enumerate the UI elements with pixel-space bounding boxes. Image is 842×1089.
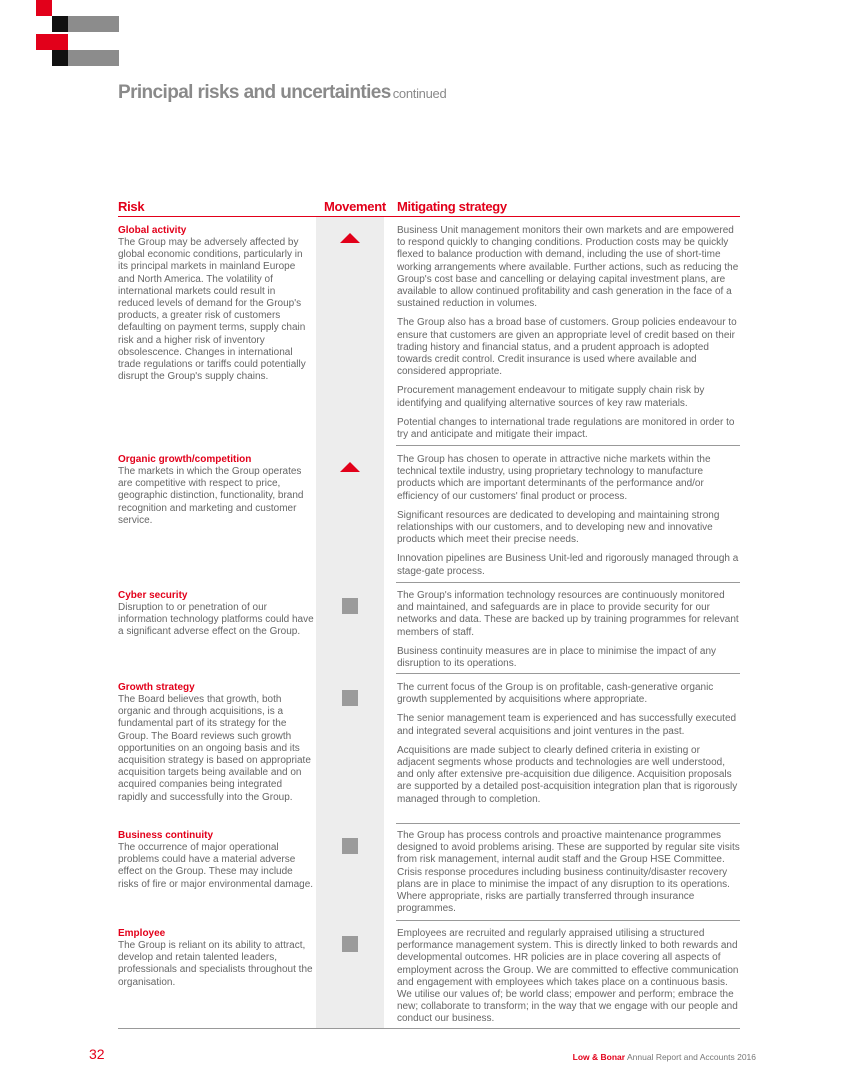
risk-description: The Group may be adversely affected by global economic conditions, particularly in its principal markets in mainland Europe and North America. The volatility of international markets could result in reduced levels of demand for the Group's products, a greater risk of customers defaulting on payment terms, supply chain risk and a higher risk of inventory obsolescence. Changes in international trade regulations or tariffs could potentially disrupt the Group's supply chains.	[118, 237, 306, 383]
risk-cell	[118, 830, 314, 891]
row-divider	[396, 673, 740, 674]
risk-description: The Board believes that growth, both organic and through acquisitions, is a fundamental part of its strategy for the Group. The Board reviews such growth opportunities on an ongoing basis and its acquisition strategy is based on appropriate acquisition targets being available and on acquired companies being integrated rapidly and successfully into the Group.	[118, 694, 311, 803]
mitigation-paragraph: Employees are recruited and regularly appraised utilising a structured performance management system. This is directly linked to both rewards and developmental outcomes. HR policies are in place covering all aspects of employment across the Group. We are committed to effective communication and engagement with employees which takes place on a continuous basis. We utilise our values of; be world class; empower and perform; embrace the new; collaborate to transform; in the way that we engage with our people and conduct our business.	[397, 928, 739, 1025]
risk-name: Growth strategy	[118, 682, 195, 693]
column-header-mitigating-strategy: Mitigating strategy	[397, 199, 507, 214]
movement-unchanged-icon	[342, 838, 358, 854]
risk-cell	[118, 928, 314, 989]
mitigation-cell	[397, 590, 740, 677]
movement-cell	[316, 590, 384, 620]
mitigation-cell	[397, 454, 740, 585]
risk-cell	[118, 225, 314, 383]
movement-cell	[316, 454, 384, 484]
mitigation-cell	[397, 682, 740, 813]
mitigation-paragraph: The senior management team is experienced and has successfully executed and integrated several acquisitions and joint ventures in the past.	[397, 713, 737, 737]
page-title	[118, 82, 446, 104]
page-title-text: Principal risks and uncertainties	[118, 82, 391, 103]
movement-cell	[316, 682, 384, 712]
risk-name: Employee	[118, 928, 166, 939]
row-divider	[396, 445, 740, 446]
mitigation-paragraph: Procurement management endeavour to mitigate supply chain risk by identifying and qualifying alternative sources of key raw materials.	[397, 385, 705, 409]
mitigation-paragraph: The Group has process controls and proactive maintenance programmes designed to avoid problems arising. These are supported by regular site visits from risk management, internal audit staff and the Group HSE Committee. Crisis response procedures including business continuity/disaster recovery plans are in place to minimise the impact of any disruption to its operations. Where appropriate, risks are partially transferred through insurance programmes.	[397, 830, 740, 915]
footer-report-title	[573, 1052, 756, 1062]
header-rule	[118, 216, 740, 217]
table-bottom-rule	[118, 1028, 740, 1029]
mitigation-paragraph: Potential changes to international trade regulations are monitored in order to try and anticipate and mitigate their impact.	[397, 416, 735, 441]
risk-name: Organic growth/competition	[118, 454, 252, 465]
mitigation-paragraph: The Group's information technology resources are continuously monitored and maintained, and safeguards are in place to provide security for our networks and data. These are backed up by training programmes for relevant members of staff.	[397, 590, 739, 638]
footer-report-name: Annual Report and Accounts 2016	[626, 1052, 756, 1062]
footer-brand: Low & Bonar	[572, 1052, 626, 1062]
mitigation-paragraph: Acquisitions are made subject to clearly defined criteria in existing or adjacent segments whose products and technologies are well understood, and only after extensive pre-acquisition due diligence. Acquisition proposals are supported by a detailed post-acquisition integration plan that is rigorously managed through to completion.	[397, 744, 738, 805]
movement-unchanged-icon	[342, 690, 358, 706]
mitigation-cell	[397, 225, 740, 448]
risk-name: Business continuity	[118, 830, 214, 841]
risk-description: The markets in which the Group operates are competitive with respect to price, geographic distinction, functionality, brand recognition and marketing and customer service.	[118, 466, 304, 526]
row-divider	[396, 582, 740, 583]
risk-description: The Group is reliant on its ability to attract, develop and retain talented leaders, professionals and specialists throughout the organisation.	[118, 940, 313, 988]
risk-cell	[118, 454, 314, 527]
risk-description: The occurrence of major operational problems could have a material adverse effect on the Group. These may include risks of fire or major environmental damage.	[118, 842, 314, 890]
column-header-risk: Risk	[118, 199, 145, 214]
mitigation-cell	[397, 928, 740, 1033]
movement-increased-icon	[340, 233, 360, 243]
mitigation-cell	[397, 830, 740, 922]
mitigation-paragraph: The Group has chosen to operate in attractive niche markets within the technical textile industry, using proprietary technology to manufacture products which are important determinants of the performance and/or efficiency of our customers' final product or process.	[397, 454, 711, 502]
mitigation-paragraph: Business continuity measures are in place to minimise the impact of any disruption to its operations.	[397, 645, 717, 670]
movement-unchanged-icon	[342, 598, 358, 614]
mitigation-paragraph: Business Unit management monitors their own markets and are empowered to respond quickly to changing conditions. Production costs may be quickly flexed to balance production with demand, including the use of short-time working arrangements where available. Further actions, such as reducing the Group's cost base and cancelling or delaying capital investment plans, are available to allow continued profitability and cash generation in the face of a sustained reduction in volumes.	[397, 225, 739, 310]
risk-cell	[118, 590, 314, 639]
column-header-movement: Movement	[324, 199, 386, 214]
movement-cell	[316, 225, 384, 255]
mitigation-paragraph: The Group also has a broad base of customers. Group policies endeavour to ensure that customers are given an appropriate level of credit based on their trading history and financial status, and a prudent approach is adopted towards credit control. Credit insurance is used where available and considered appropriate.	[397, 317, 737, 378]
movement-cell	[316, 830, 384, 860]
mitigation-paragraph: The current focus of the Group is on profitable, cash-generative organic growth supplemented by acquisitions where appropriate.	[397, 682, 714, 706]
company-logo-mark	[0, 0, 120, 70]
row-divider	[396, 920, 740, 921]
movement-column-band	[316, 217, 384, 1029]
risk-description: Disruption to or penetration of our information technology platforms could have a significant adverse effect on the Group.	[118, 602, 314, 638]
movement-increased-icon	[340, 462, 360, 472]
row-divider	[396, 823, 740, 824]
movement-unchanged-icon	[342, 936, 358, 952]
mitigation-paragraph: Significant resources are dedicated to developing and maintaining strong relationships with our customers, and to developing new and innovative products which meet their precise needs.	[397, 509, 720, 546]
page-number: 32	[89, 1046, 105, 1062]
risk-name: Global activity	[118, 225, 187, 236]
movement-cell	[316, 928, 384, 958]
mitigation-paragraph: Innovation pipelines are Business Unit-led and rigorously managed through a stage-gate process.	[397, 553, 739, 577]
risk-name: Cyber security	[118, 590, 188, 601]
risk-cell	[118, 682, 314, 804]
continued-label: continued	[392, 86, 447, 101]
